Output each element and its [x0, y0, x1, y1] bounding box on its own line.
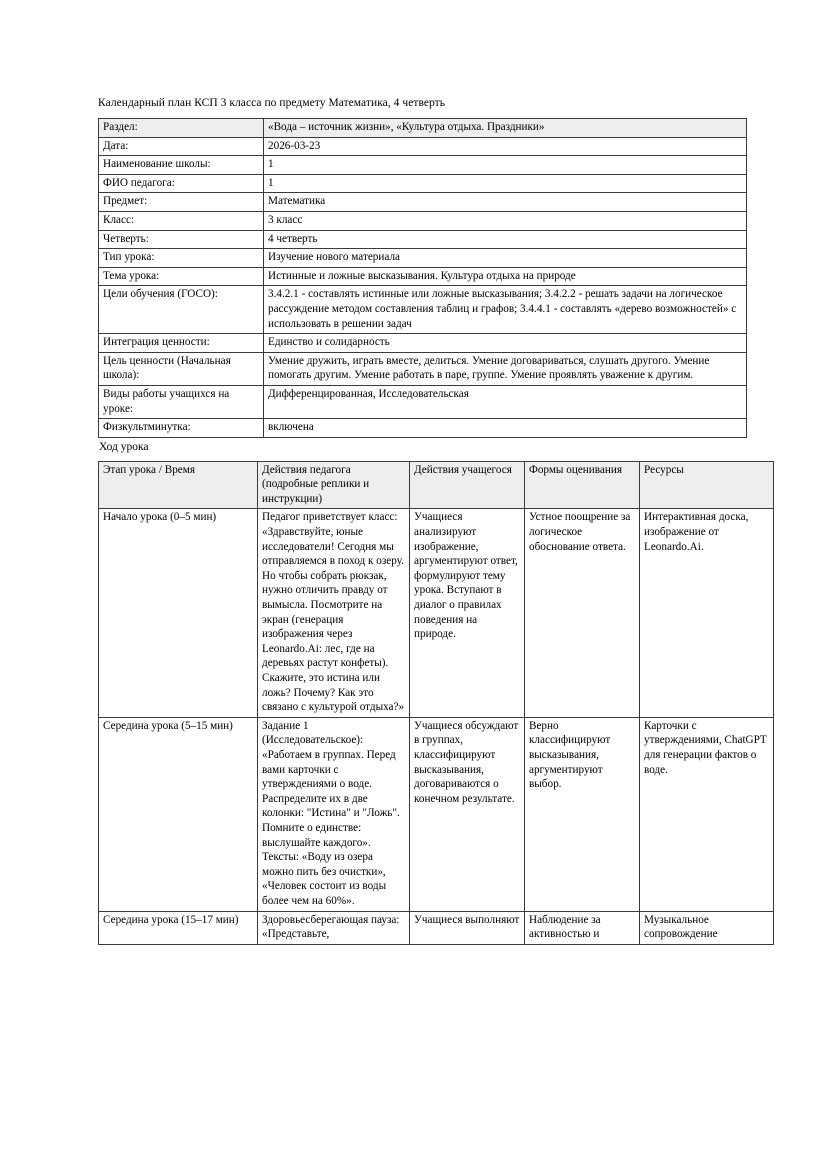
info-label: Наименование школы: [99, 156, 264, 175]
cell-student-actions: Учащиеся выполняют [410, 911, 525, 944]
cell-stage: Середина урока (15–17 мин) [99, 911, 258, 944]
info-value: 3.4.2.1 - составлять истинные или ложные высказывания; 3.4.2.2 - решать задачи на логическое рассуждение методом составления таблиц и графов; 3.4.4.1 - составлять «дерево возможностей» с использовать в решении задач [264, 286, 747, 334]
document-content [98, 96, 767, 945]
info-label: Цель ценности (Начальная школа): [99, 352, 264, 385]
table-row [99, 911, 774, 944]
info-value: включена [264, 419, 747, 438]
cell-teacher-actions: Здоровьесберегающая пауза: «Представьте, [258, 911, 410, 944]
lesson-process-table [98, 461, 774, 945]
info-value: 1 [264, 156, 747, 175]
column-header-assessment: Формы оценивания [525, 461, 640, 509]
info-label: Четверть: [99, 230, 264, 249]
table-row [99, 419, 747, 438]
table-row [99, 137, 747, 156]
column-header-student-actions: Действия учащегося [410, 461, 525, 509]
table-row [99, 267, 747, 286]
info-label: Интеграция ценности: [99, 334, 264, 353]
info-value: 2026-03-23 [264, 137, 747, 156]
table-row [99, 230, 747, 249]
table-row [99, 717, 774, 911]
table-row [99, 334, 747, 353]
table-row [99, 286, 747, 334]
cell-assessment: Устное поощрение за логическое обоснование ответа. [525, 509, 640, 717]
info-value: Изучение нового материала [264, 249, 747, 268]
info-label: Класс: [99, 211, 264, 230]
cell-resources: Интерактивная доска, изображение от Leonardo.Ai. [640, 509, 774, 717]
table-row [99, 156, 747, 175]
lesson-table-body [99, 509, 774, 944]
info-value: 3 класс [264, 211, 747, 230]
cell-stage: Начало урока (0–5 мин) [99, 509, 258, 717]
info-label: Цели обучения (ГОСО): [99, 286, 264, 334]
page-title: Календарный план КСП 3 класса по предмету Математика, 4 четверть [98, 97, 446, 109]
info-value: Математика [264, 193, 747, 212]
table-row [99, 119, 747, 138]
info-label: Тип урока: [99, 249, 264, 268]
info-label: Физкультминутка: [99, 419, 264, 438]
cell-teacher-actions: Педагог приветствует класс: «Здравствуйте, юные исследователи! Сегодня мы отправляемся в поход к озеру. Но чтобы собрать рюкзак, нужно отличить правду от вымысла. Посмотрите на экран (генерация изображения через Leonardo.Ai: лес, где на деревьях растут конфеты). Скажите, это истина или ложь? Почему? Как это связано с культурой отдыха?» [258, 509, 410, 717]
lesson-info-table [98, 118, 747, 438]
info-table-body [99, 119, 747, 438]
column-header-stage: Этап урока / Время [99, 461, 258, 509]
info-label: Дата: [99, 137, 264, 156]
cell-student-actions: Учащиеся анализируют изображение, аргументируют ответ, формулируют тему урока. Вступают в диалог о правилах поведения на природе. [410, 509, 525, 717]
info-value: Истинные и ложные высказывания. Культура отдыха на природе [264, 267, 747, 286]
column-header-resources: Ресурсы [640, 461, 774, 509]
cell-teacher-actions: Задание 1 (Исследовательское): «Работаем в группах. Перед вами карточки с утверждениями о воде. Распределите их в две колонки: "Истина" и "Ложь". Помните о единстве: выслушайте каждого». Тексты: «Воду из озера можно пить без очистки», «Человек состоит из воды более чем на 60%». [258, 717, 410, 911]
cell-resources: Музыкальное сопровождение [640, 911, 774, 944]
info-value: 4 четверть [264, 230, 747, 249]
info-value: Дифференцированная, Исследовательская [264, 385, 747, 418]
table-row [99, 211, 747, 230]
info-label: Предмет: [99, 193, 264, 212]
cell-student-actions: Учащиеся обсуждают в группах, классифицируют высказывания, договариваются о конечном результате. [410, 717, 525, 911]
info-value: Умение дружить, играть вместе, делиться. Умение договариваться, слушать другого. Умение помогать другим. Умение работать в паре, группе. Умение проявлять уважение к другим. [264, 352, 747, 385]
table-row [99, 249, 747, 268]
lesson-table-head [99, 461, 774, 509]
column-header-teacher-actions: Действия педагога (подробные реплики и инструкции) [258, 461, 410, 509]
table-header-row [99, 461, 774, 509]
cell-assessment: Верно классифицируют высказывания, аргументируют выбор. [525, 717, 640, 911]
table-row [99, 352, 747, 385]
cell-assessment: Наблюдение за активностью и [525, 911, 640, 944]
info-label: Виды работы учащихся на уроке: [99, 385, 264, 418]
info-value: Единство и солидарность [264, 334, 747, 353]
lesson-process-heading: Ход урока [99, 440, 149, 453]
info-label: Тема урока: [99, 267, 264, 286]
table-row [99, 385, 747, 418]
table-row [99, 193, 747, 212]
info-value: «Вода – источник жизни», «Культура отдыха. Праздники» [264, 119, 747, 138]
table-row [99, 174, 747, 193]
cell-resources: Карточки с утверждениями, ChatGPT для генерации фактов о воде. [640, 717, 774, 911]
table-row [99, 509, 774, 717]
info-label: ФИО педагога: [99, 174, 264, 193]
cell-stage: Середина урока (5–15 мин) [99, 717, 258, 911]
info-value: 1 [264, 174, 747, 193]
info-label: Раздел: [99, 119, 264, 138]
